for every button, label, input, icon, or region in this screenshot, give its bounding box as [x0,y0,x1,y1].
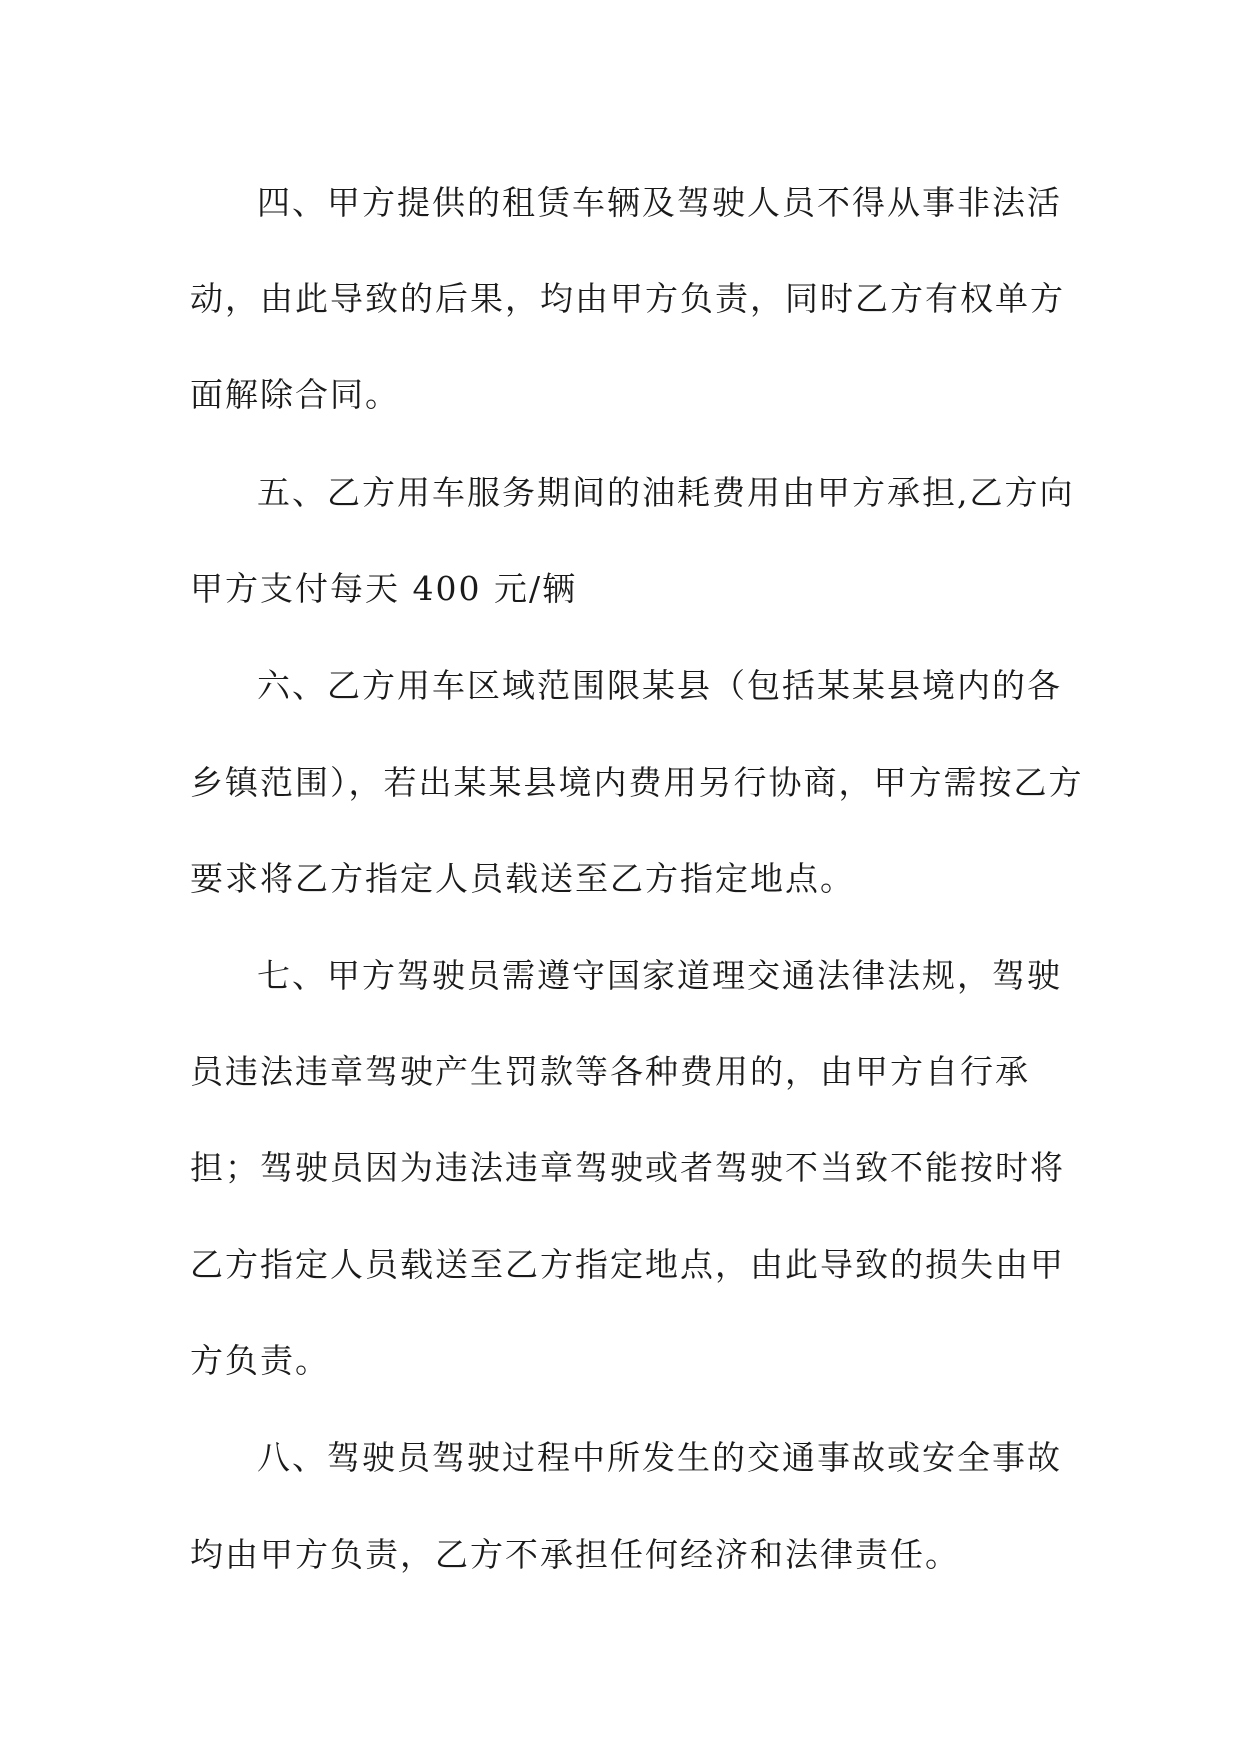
clause-4-line-2: 动，由此导致的后果，均由甲方负责，同时乙方有权单方 [190,279,1065,318]
clause-4-line-3: 面解除合同。 [190,375,400,414]
clause-7-line-4: 乙方指定人员载送至乙方指定地点，由此导致的损失由甲 [190,1245,1065,1284]
clause-6-line-3: 要求将乙方指定人员载送至乙方指定地点。 [190,859,855,898]
clause-6-line-2: 乡镇范围），若出某某县境内费用另行协商，甲方需按乙方 [190,763,1084,802]
clause-6-line-1: 六、乙方用车区域范围限某县（包括某某县境内的各 [257,666,1062,705]
clause-5-line-1: 五、乙方用车服务期间的油耗费用由甲方承担,乙方向 [257,473,1075,512]
clause-7-line-5: 方负责。 [190,1341,330,1380]
clause-8-line-1: 八、驾驶员驾驶过程中所发生的交通事故或安全事故 [257,1438,1062,1477]
clause-7-line-3: 担；驾驶员因为违法违章驾驶或者驾驶不当致不能按时将 [190,1148,1065,1187]
clause-7-line-1: 七、甲方驾驶员需遵守国家道理交通法律法规，驾驶 [257,956,1062,995]
clause-5-line-2: 甲方支付每天 400 元/辆 [190,569,578,608]
clause-7-line-2: 员违法违章驾驶产生罚款等各种费用的，由甲方自行承 [190,1052,1030,1091]
clause-4-line-1: 四、甲方提供的租赁车辆及驾驶人员不得从事非法活 [257,183,1062,222]
clause-8-line-2: 均由甲方负责，乙方不承担任何经济和法律责任。 [190,1535,960,1574]
